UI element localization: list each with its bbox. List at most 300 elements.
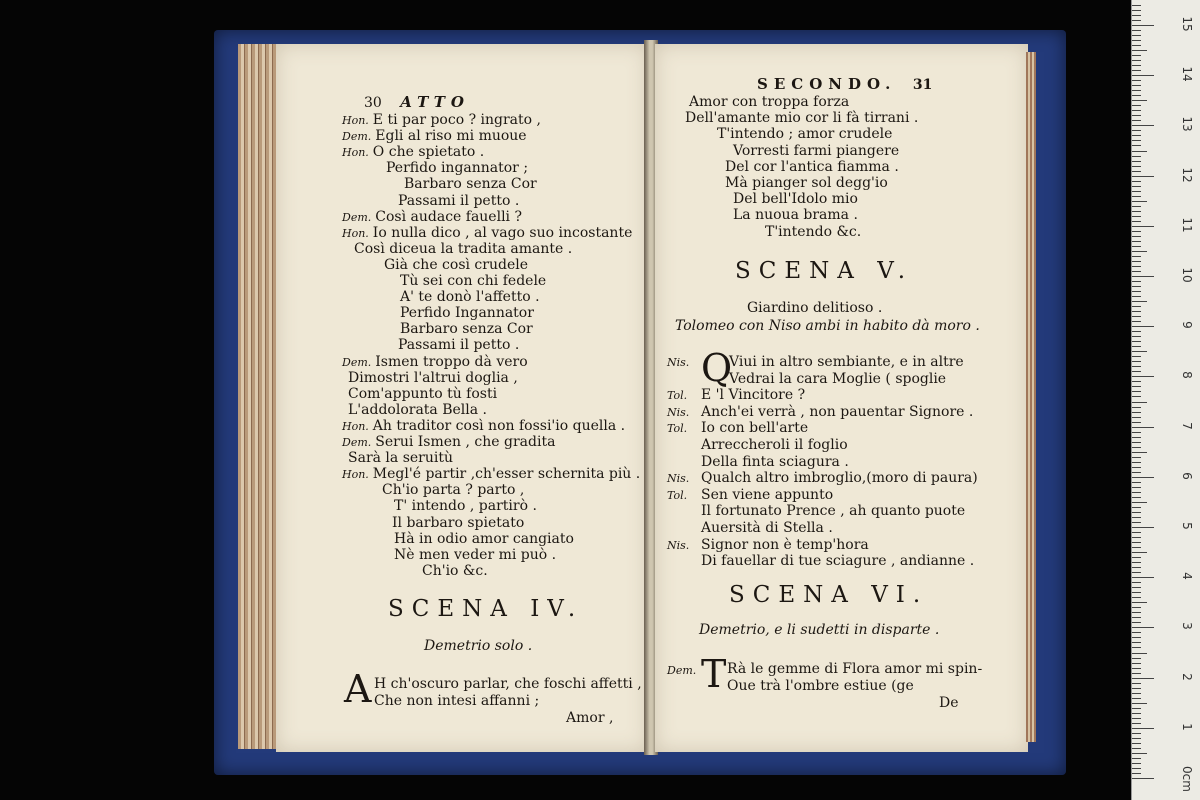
dialogue-text: Sen viene appunto (701, 486, 834, 503)
ruler-tick (1132, 688, 1141, 689)
ruler-tick (1132, 20, 1141, 21)
ruler-tick (1132, 386, 1141, 387)
ruler-tick (1132, 447, 1141, 448)
ruler-tick (1132, 216, 1141, 217)
verse-line: Dell'amante mio cor li fà tirrani . (685, 110, 919, 127)
verse-line (342, 466, 640, 483)
ruler-tick (1132, 557, 1141, 558)
verse-text: Passami il petto . (398, 337, 520, 354)
speaker-label: Hon. (342, 226, 369, 240)
ruler-tick (1132, 361, 1141, 362)
ruler-tick (1132, 607, 1141, 608)
dialogue-line (667, 387, 805, 404)
ruler-tick (1132, 75, 1154, 76)
scene-subtitle: Demetrio solo . (424, 638, 533, 654)
ruler-tick (1132, 301, 1147, 302)
ruler-tick (1132, 653, 1147, 654)
dialogue-line (667, 420, 808, 437)
verse-text: O che spietato . (372, 144, 485, 161)
ruler-tick (1132, 567, 1141, 568)
scene-subtitle: Demetrio, e li sudetti in disparte . (699, 622, 940, 638)
verse-text: Sarà la seruitù (348, 450, 453, 467)
verse-text: Il barbaro spietato (392, 514, 525, 531)
ruler-tick (1132, 663, 1141, 664)
ruler-tick (1132, 60, 1141, 61)
ruler-tick (1132, 396, 1141, 397)
ruler-tick (1132, 221, 1141, 222)
ruler-tick (1132, 50, 1147, 51)
verse-text: Barbaro senza Cor (404, 176, 537, 193)
ruler-tick (1132, 236, 1141, 237)
verse-text: Tù sei con chi fedele (400, 273, 547, 289)
verse-line (394, 498, 537, 514)
ruler-tick (1132, 758, 1141, 759)
ruler-label: 6 (1180, 471, 1194, 480)
ruler-tick (1132, 627, 1154, 628)
ruler-tick (1132, 467, 1141, 468)
dialogue-line (667, 537, 869, 554)
ruler-tick (1132, 80, 1141, 81)
ruler-tick (1132, 678, 1154, 679)
verse-line (398, 337, 519, 353)
ruler-tick (1132, 376, 1154, 377)
verse-text: A' te donò l'affetto . (400, 289, 540, 306)
speaker-label: Dem. (342, 436, 372, 449)
verse-line (394, 547, 556, 563)
dialogue-line (667, 454, 849, 470)
body-line: H ch'oscuro parlar, che foschi affetti , (374, 676, 642, 692)
verse-text: Così diceua la tradita amante . (354, 240, 573, 257)
ruler-tick (1132, 115, 1141, 116)
ruler-tick (1132, 125, 1154, 126)
ruler-tick (1132, 346, 1141, 347)
ruler-tick (1132, 291, 1141, 292)
ruler-tick (1132, 296, 1141, 297)
verse-line (342, 112, 541, 129)
ruler-tick (1132, 733, 1141, 734)
verse-line: Del bell'Idolo mio (733, 191, 858, 208)
catchword: Amor , (566, 710, 614, 726)
ruler-label: 3 (1180, 622, 1194, 631)
dialogue-line (667, 404, 973, 421)
dialogue-line (667, 437, 848, 453)
ruler-tick (1132, 186, 1141, 187)
verse-line: Amor con troppa forza (689, 94, 850, 110)
verse-line (400, 289, 540, 305)
catchword: De (939, 695, 959, 711)
verse-text: Egli al riso mi muoue (375, 128, 527, 145)
verse-text: Perfido ingannator ; (386, 160, 529, 177)
ruler-tick (1132, 547, 1141, 548)
ruler-tick (1132, 311, 1141, 312)
ruler-tick (1132, 452, 1147, 453)
verse-text: Così audace fauelli ? (375, 208, 522, 225)
ruler-tick (1132, 517, 1141, 518)
verse-text: Passami il petto . (398, 192, 520, 209)
ruler-tick (1132, 417, 1141, 418)
scene-heading: SCENA V. (735, 258, 914, 284)
ruler-tick (1132, 156, 1141, 157)
ruler-tick (1132, 482, 1141, 483)
ruler-tick (1132, 738, 1141, 739)
verse-line (342, 418, 625, 435)
ruler-tick (1132, 191, 1141, 192)
ruler-tick (1132, 366, 1141, 367)
ruler-tick (1132, 341, 1141, 342)
dialogue-line (667, 520, 833, 536)
ruler-tick (1132, 30, 1141, 31)
scene-heading: SCENA VI. (729, 582, 929, 608)
ruler-tick (1132, 321, 1141, 322)
ruler-tick (1132, 773, 1141, 774)
dialogue-line (667, 470, 978, 487)
dialogue-line (667, 503, 965, 519)
verse-line: La nuoua brama . (733, 207, 858, 224)
ruler-tick (1132, 407, 1141, 408)
ruler-tick (1132, 161, 1141, 162)
ruler-tick (1132, 632, 1141, 633)
verse-text: Serui Ismen , che gradita (375, 434, 556, 450)
verse-line (342, 354, 528, 371)
ruler-tick (1132, 472, 1141, 473)
ruler-tick (1132, 151, 1147, 152)
verse-text: Dimostri l'altrui doglia , (348, 369, 518, 386)
verse-line (400, 273, 546, 289)
ruler-tick (1132, 351, 1147, 352)
verse-line (392, 515, 524, 531)
ruler-label: 11 (1180, 217, 1194, 233)
verse-line (394, 531, 574, 547)
ruler-tick (1132, 572, 1141, 573)
ruler-tick (1132, 502, 1147, 503)
ruler-tick (1132, 391, 1141, 392)
ruler-tick (1132, 110, 1141, 111)
drop-cap: Q (701, 346, 733, 390)
ruler-tick (1132, 617, 1141, 618)
ruler-tick (1132, 15, 1141, 16)
ruler-tick (1132, 753, 1147, 754)
ruler-label: 0cm (1180, 766, 1194, 792)
verse-text: Perfido Ingannator (400, 305, 534, 322)
ruler-tick (1132, 171, 1141, 172)
verse-line (342, 128, 527, 145)
ruler-tick (1132, 231, 1141, 232)
verse-line (342, 434, 555, 451)
ruler-tick (1132, 487, 1141, 488)
body-line: Oue trà l'ombre estiue (ge (727, 678, 914, 694)
dialogue-text: Vedrai la cara Moglie ( spoglie (729, 370, 947, 387)
ruler-tick (1132, 45, 1141, 46)
ruler-tick (1132, 668, 1141, 669)
ruler-tick (1132, 266, 1141, 267)
ruler-tick (1132, 256, 1141, 257)
measuring-ruler (1131, 0, 1200, 800)
ruler-tick (1132, 658, 1141, 659)
ruler-label: 2 (1180, 672, 1194, 681)
ruler-tick (1132, 768, 1141, 769)
ruler-tick (1132, 331, 1141, 332)
ruler-tick (1132, 582, 1141, 583)
ruler-tick (1132, 477, 1154, 478)
speaker-label: Nis. (667, 405, 690, 419)
dialogue-text: Signor non è temp'hora (701, 536, 869, 553)
dialogue-text: Qualch altro imbroglio,(moro di paura) (701, 470, 978, 487)
ruler-tick (1132, 718, 1141, 719)
ruler-label: 12 (1180, 166, 1194, 183)
verse-line (386, 160, 528, 176)
ruler-label: 4 (1180, 572, 1194, 580)
ruler-tick (1132, 381, 1141, 382)
speaker-label: Hon. (342, 146, 369, 160)
ruler-tick (1132, 35, 1141, 36)
left-page (276, 44, 648, 752)
verse-line (400, 305, 534, 321)
ruler-tick (1132, 402, 1147, 403)
verse-text: Com'appunto tù fosti (348, 385, 498, 402)
dialogue-text: Auersità di Stella . (701, 520, 833, 536)
ruler-tick (1132, 432, 1141, 433)
verse-line: T'intendo &c. (765, 223, 862, 240)
ruler-tick (1132, 120, 1141, 121)
speaker-label: Tol. (667, 488, 688, 502)
ruler-tick (1132, 336, 1141, 337)
ruler-tick (1132, 592, 1141, 593)
ruler-tick (1132, 597, 1141, 598)
dialogue-line (667, 371, 946, 387)
verse-line: Vorresti farmi piangere (733, 142, 900, 159)
ruler-tick (1132, 683, 1141, 684)
dialogue-text: Viui in altro sembiante, e in altre (729, 354, 964, 370)
ruler-tick (1132, 166, 1141, 167)
verse-line (354, 241, 572, 257)
verse-text: Io nulla dico , al vago suo incostante (372, 224, 633, 241)
ruler-tick (1132, 512, 1141, 513)
verse-line (422, 563, 488, 579)
ruler-label: 5 (1180, 522, 1194, 530)
verse-text: T' intendo , partirò . (394, 498, 537, 515)
running-head-word: ATTO (400, 93, 470, 111)
ruler-tick (1132, 90, 1141, 91)
ruler-tick (1132, 708, 1141, 709)
ruler-tick (1132, 723, 1141, 724)
ruler-tick (1132, 140, 1141, 141)
verse-text: Ismen troppo dà vero (375, 353, 528, 370)
ruler-tick (1132, 70, 1141, 71)
ruler-label: 15 (1180, 16, 1194, 32)
speaker-label: Nis. (667, 538, 690, 552)
speaker-label: Dem. (342, 355, 372, 369)
scene-heading: SCENA IV. (388, 596, 584, 622)
dialogue-text: Il fortunato Prence , ah quanto puote (701, 503, 966, 520)
ruler-tick (1132, 241, 1141, 242)
verse-text: Ch'io &c. (422, 562, 488, 579)
dialogue-text: Di fauellar di tue sciagure , andianne . (701, 553, 975, 570)
ruler-label: 13 (1180, 116, 1194, 133)
verse-line: T'intendo ; amor crudele (717, 126, 893, 143)
running-head-left (364, 94, 470, 111)
ruler-tick (1132, 276, 1154, 277)
ruler-label: 1 (1180, 722, 1194, 731)
ruler-tick (1132, 497, 1141, 498)
page-number: 31 (912, 77, 933, 93)
ruler-tick (1132, 100, 1147, 101)
ruler-tick (1132, 728, 1154, 729)
ruler-tick (1132, 55, 1141, 56)
ruler-tick (1132, 211, 1141, 212)
verse-line (400, 321, 533, 337)
speaker-label: Tol. (667, 389, 688, 403)
dialogue-text: E 'l Vincitore ? (701, 387, 806, 404)
ruler-label: 8 (1180, 371, 1194, 380)
speaker-label: Dem. (667, 664, 697, 677)
ruler-tick (1132, 316, 1141, 317)
ruler-tick (1132, 763, 1141, 764)
verse-line (348, 402, 487, 418)
drop-cap: A (344, 667, 372, 711)
verse-line: Mà pianger sol degg'io (725, 175, 888, 191)
ruler-tick (1132, 562, 1141, 563)
verse-text: Barbaro senza Cor (400, 321, 533, 338)
dialogue-text: Arreccheroli il foglio (701, 437, 848, 453)
ruler-tick (1132, 612, 1141, 613)
ruler-tick (1132, 226, 1154, 227)
ruler-tick (1132, 778, 1154, 779)
right-page (655, 44, 1028, 752)
ruler-tick (1132, 130, 1141, 131)
dialogue-line (667, 354, 964, 371)
ruler-tick (1132, 537, 1141, 538)
speaker-label: Nis. (667, 472, 690, 486)
ruler-tick (1132, 542, 1141, 543)
ruler-tick (1132, 206, 1141, 207)
ruler-tick (1132, 176, 1154, 177)
speaker-label: Hon. (342, 468, 369, 482)
running-head-right (757, 76, 932, 93)
ruler-tick (1132, 507, 1141, 508)
verse-line (342, 225, 632, 242)
ruler-tick (1132, 85, 1141, 86)
ruler-label: 9 (1180, 321, 1194, 329)
verse-line (348, 386, 497, 402)
speaker-label: Tol. (667, 422, 688, 436)
ruler-tick (1132, 196, 1141, 197)
verse-text: Hà in odio amor cangiato (394, 530, 574, 547)
ruler-tick (1132, 25, 1154, 26)
verse-text: Già che così crudele (384, 256, 528, 273)
ruler-tick (1132, 422, 1141, 423)
ruler-tick (1132, 271, 1141, 272)
verse-line (342, 209, 522, 226)
dialogue-text: Anch'ei verrà , non pauentar Signore . (701, 403, 974, 420)
ruler-tick (1132, 251, 1147, 252)
running-head-word: SECONDO. (757, 75, 897, 93)
ruler-tick (1132, 371, 1141, 372)
ruler-tick (1132, 65, 1141, 66)
verse-line: Del cor l'antica fiamma . (725, 158, 899, 175)
speaker-label: Hon. (342, 114, 369, 127)
ruler-tick (1132, 437, 1141, 438)
verse-line (382, 482, 524, 498)
ruler-tick (1132, 145, 1141, 146)
speaker-label: Dem. (342, 130, 372, 144)
ruler-tick (1132, 577, 1154, 578)
ruler-tick (1132, 673, 1141, 674)
ruler-tick (1132, 492, 1141, 493)
ruler-tick (1132, 622, 1141, 623)
dialogue-line (667, 553, 974, 569)
ruler-label: 14 (1180, 66, 1194, 82)
ruler-tick (1132, 642, 1141, 643)
ruler-tick (1132, 181, 1141, 182)
ruler-tick (1132, 743, 1141, 744)
ruler-tick (1132, 201, 1147, 202)
dialogue-text: Io con bell'arte (701, 420, 809, 437)
body-line: Che non intesi affanni ; (374, 693, 540, 709)
ruler-tick (1132, 457, 1141, 458)
ruler-label: 10 (1180, 267, 1194, 283)
ruler-tick (1132, 40, 1141, 41)
verse-line (384, 257, 528, 273)
verse-text: Ch'io parta ? parto , (382, 482, 525, 499)
ruler-tick (1132, 532, 1141, 533)
scene-setting: Giardino delitioso . (747, 300, 883, 316)
ruler-tick (1132, 698, 1141, 699)
speaker-label: Hon. (342, 419, 369, 433)
ruler-tick (1132, 326, 1154, 327)
scene-characters: Tolomeo con Niso ambi in habito dà moro . (675, 318, 980, 334)
ruler-tick (1132, 587, 1141, 588)
ruler-tick (1132, 412, 1141, 413)
ruler-tick (1132, 703, 1147, 704)
ruler-tick (1132, 602, 1147, 603)
verse-text: Megl'é partir ,ch'esser schernita più . (372, 466, 641, 483)
ruler-tick (1132, 105, 1141, 106)
ruler-tick (1132, 5, 1141, 6)
speaker-label: Dem. (342, 210, 372, 224)
verse-text: E ti par poco ? ingrato , (372, 112, 541, 128)
ruler-tick (1132, 527, 1154, 528)
ruler-tick (1132, 10, 1141, 11)
drop-cap: T (701, 652, 727, 696)
verse-line (348, 450, 453, 466)
dialogue-line (667, 487, 833, 504)
body-line: Rà le gemme di Flora amor mi spin- (727, 661, 983, 677)
verse-text: Nè men veder mi può . (394, 546, 557, 563)
ruler-tick (1132, 286, 1141, 287)
ruler-tick (1132, 306, 1141, 307)
ruler-tick (1132, 522, 1141, 523)
ruler-tick (1132, 552, 1147, 553)
ruler-tick (1132, 281, 1141, 282)
ruler-tick (1132, 135, 1141, 136)
page-edges-right (1026, 52, 1036, 742)
ruler-tick (1132, 713, 1141, 714)
page-number: 30 (364, 95, 382, 111)
verse-text: Ah traditor così non fossi'io quella . (372, 417, 626, 434)
ruler-tick (1132, 647, 1141, 648)
ruler-tick (1132, 95, 1141, 96)
ruler-tick (1132, 462, 1141, 463)
verse-line (404, 176, 537, 192)
verse-line (398, 193, 519, 209)
speaker-label: Nis. (667, 356, 690, 369)
verse-line (342, 144, 484, 161)
ruler-tick (1132, 261, 1141, 262)
ruler-tick (1132, 748, 1141, 749)
ruler-tick (1132, 442, 1141, 443)
ruler-tick (1132, 427, 1154, 428)
verse-line (348, 370, 518, 386)
